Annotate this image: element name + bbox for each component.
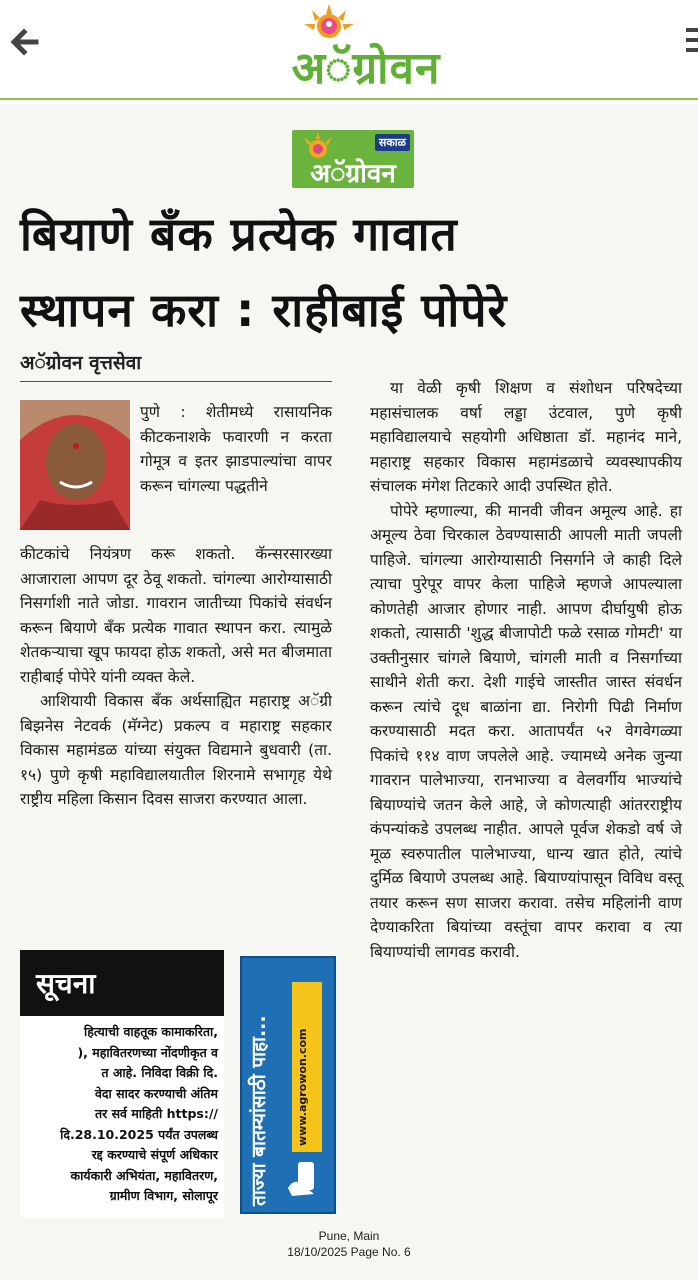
brand-name: अॅग्रोवन	[291, 43, 441, 94]
portrait-image	[20, 400, 130, 530]
back-button[interactable]	[6, 22, 46, 62]
edition-label: Pune, Main	[318, 1229, 380, 1243]
menu-icon	[682, 22, 698, 58]
promo-advertisement	[240, 956, 336, 1214]
divider	[20, 381, 332, 382]
newspaper-clipping	[0, 104, 698, 1280]
promo-text: ताज्या बातम्यांसाठी पाहा...	[248, 1015, 270, 1206]
notice-advertisement	[20, 950, 224, 1218]
paragraph: पोपेरे म्हणाल्या, की मानवी जीवन अमूल्य आहे. हा अमूल्य ठेवा चिरकाल ठेवण्यासाठी आपली माती जपली पाहिजे. चांगल्या आरोग्यासाठी निसर्गाने जे काही दिले त्याचा पुरेपूर वापर केला पाहिजे म्हणजे आपल्याला कोणतेही आजार होणार नाही. आपण दीर्घायुषी होऊ शकतो, त्यासाठी 'शुद्ध बीजापोटी फळे रसाळ गोमटी' या उक्तीनुसार चांगले बियाणे, चांगली माती व निसर्गाच्या साथीने शेती करा. देशी गाईचे जास्तीत जास्त संवर्धन करून त्यांचे दूध बाळांना द्या. निरोगी पिढी निर्माण करण्यासाठी मदत करा. आतापर्यंत ५२ वेगवेगळ्या पिकांचे ११४ वाण जपलेले आहे. ज्यामध्ये अनेक जुन्या गावरान पालेभाज्या, रानभाज्या व वेलवर्गीय भाज्यांचे बियाण्यांचे जतन केले आहे, जे कोणत्याही आंतरराष्ट्रीय कंपन्यांकडे उपलब्ध नाहीत. आपले पूर्वज शेकडो वर्ष जे मूळ स्वरुपातील पालेभाज्या, धान्य खात होते, त्यांचे दुर्मिळ बियाणे उपलब्ध आहे. बियाण्यांपासून विविध वस्तू तयार करून सण साजरा करावा. तसेच महिलांनी वाण देण्याकरिता बियांच्या वस्तूंचा वापर करावा व त्या बियाण्यांची लागवड करावी.	[370, 501, 682, 961]
article-left-column	[20, 542, 332, 812]
headline	[20, 196, 690, 348]
byline: अॅग्रोवन वृत्तसेवा	[20, 352, 142, 374]
article-intro: पुणे : शेतीमध्ये रासायनिक कीटकनाशके फवारणी न करता गोमूत्र व इतर झाडपाल्यांचा वापर करून चांगल्या पद्धतीने	[140, 403, 332, 495]
portrait-photo	[20, 400, 130, 530]
notice-line: हित्याची वाहतूक कामाकरिता,	[83, 1024, 218, 1039]
arrow-left-icon	[6, 22, 46, 62]
notice-line: दि.28.10.2025 पर्यंत उपलब्ध	[60, 1126, 218, 1142]
notice-line: वेदा सादर करण्याची अंतिम	[94, 1085, 218, 1101]
masthead	[292, 130, 414, 188]
clipping-footer	[0, 1228, 698, 1260]
notice-line: ग्रामीण विभाग, सोलापूर	[109, 1188, 218, 1203]
promo-url: www.agrowon.com	[296, 1028, 309, 1146]
headline-line-1: बियाणे बँक प्रत्येक गावात	[20, 207, 458, 261]
notice-line: कार्यकारी अभियंता, महावितरण,	[70, 1167, 218, 1183]
date-page-label: 18/10/2025 Page No. 6	[287, 1245, 411, 1259]
hand-phone-icon	[284, 1158, 328, 1198]
notice-line: तर सर्व माहिती https://	[94, 1106, 218, 1121]
masthead-name: अॅग्रोवन	[310, 159, 396, 189]
masthead-tag: सकाळ	[375, 134, 410, 151]
notice-line: त आहे. निविदा विक्री दि.	[101, 1065, 218, 1080]
brand-logo[interactable]	[286, 0, 446, 96]
paragraph: कीटकांचे नियंत्रण करू शकतो. कॅन्सरसारख्या आजाराला आपण दूर ठेवू शकतो. चांगल्या आरोग्यासाठी निसर्गाशी नाते जोडा. गावरान जातीच्या पिकांचे संवर्धन करून बियाणे बँक प्रत्येक गावात स्थापन करा. त्यामुळे शेतकऱ्याचा खूप फायदा होऊ शकतो, असे मत बीजमाता राहीबाई पोपेरे यांनी व्यक्त केले.	[20, 545, 332, 686]
article-right-column	[370, 376, 682, 964]
headline-line-2: स्थापन करा : राहीबाई पोपेरे	[20, 283, 508, 337]
notice-line: रद्द करण्याचे संपूर्ण अधिकार	[91, 1147, 218, 1162]
app-header	[0, 0, 698, 100]
menu-button[interactable]	[682, 22, 698, 58]
paragraph: या वेळी कृषी शिक्षण व संशोधन परिषदेच्या महासंचालक वर्षा लड्डा उंटवाल, पुणे कृषी महाविद्यालयाचे सहयोगी अधिष्ठाता डॉ. महानंद माने, महाराष्ट्र सहकार विकास महामंडळाचे व्यवस्थापकीय संचालक मंगेश तिटकारे आदी उपस्थित होते.	[370, 379, 682, 495]
notice-line: ), महावितरणच्या नोंदणीकृत व	[77, 1044, 218, 1060]
paragraph: आशियायी विकास बँक अर्थसाह्यित महाराष्ट्र अॅग्री बिझनेस नेटवर्क (मॅग्नेट) प्रकल्प व महाराष्ट्र सहकार विकास महामंडळ यांच्या संयुक्त विद्यमाने बुधवारी (ता. १५) पुणे कृषी महाविद्यालयातील शिरनामे सभागृह येथे राष्ट्रीय महिला किसान दिवस साजरा करण्यात आला.	[20, 692, 332, 808]
notice-text	[20, 1016, 224, 1207]
notice-title: सूचना	[20, 950, 224, 1016]
